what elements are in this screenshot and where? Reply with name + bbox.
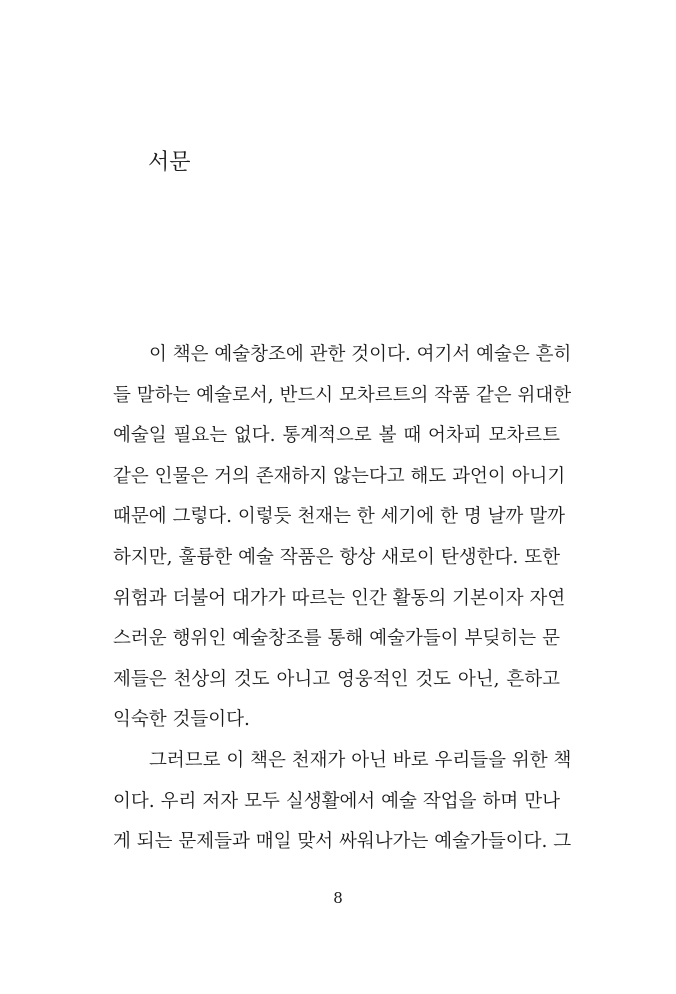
text-line: 이 책은 예술창조에 관한 것이다. 여기서 예술은 흔히 (149, 344, 572, 365)
text-line: 때문에 그렇다. 이렇듯 천재는 한 세기에 한 명 날까 말까 (113, 506, 565, 528)
text-line: 스러운 행위인 예술창조를 통해 예술가들이 부딪히는 문 (113, 628, 560, 650)
text-line: 그러므로 이 책은 천재가 아닌 바로 우리들을 위한 책 (149, 749, 572, 771)
page-number: 8 (333, 889, 343, 907)
paragraph (113, 335, 572, 741)
text-line: 들 말하는 예술로서, 반드시 모차르트의 작품 같은 위대한 (113, 384, 572, 406)
text-line: 위험과 더불어 대가가 따르는 인간 활동의 기본이자 자연 (113, 587, 566, 609)
text-line: 하지만, 훌륭한 예술 작품은 항상 새로이 탄생한다. 또한 (113, 546, 560, 568)
page-title: 서문 (148, 150, 191, 175)
text-line: 게 되는 문제들과 매일 맞서 싸워나가는 예술가들이다. 그 (113, 831, 572, 853)
text-line: 익숙한 것들이다. (113, 709, 250, 731)
paragraph (113, 741, 572, 863)
text-line: 같은 인물은 거의 존재하지 않는다고 해도 과언이 아니기 (113, 465, 566, 487)
text-line: 예술일 필요는 없다. 통계적으로 볼 때 어차피 모차르트 (113, 425, 560, 447)
text-line: 이다. 우리 저자 모두 실생활에서 예술 작업을 하며 만나 (113, 790, 560, 812)
body-text (113, 335, 572, 863)
text-line: 제들은 천상의 것도 아니고 영웅적인 것도 아닌, 흔하고 (113, 668, 560, 690)
